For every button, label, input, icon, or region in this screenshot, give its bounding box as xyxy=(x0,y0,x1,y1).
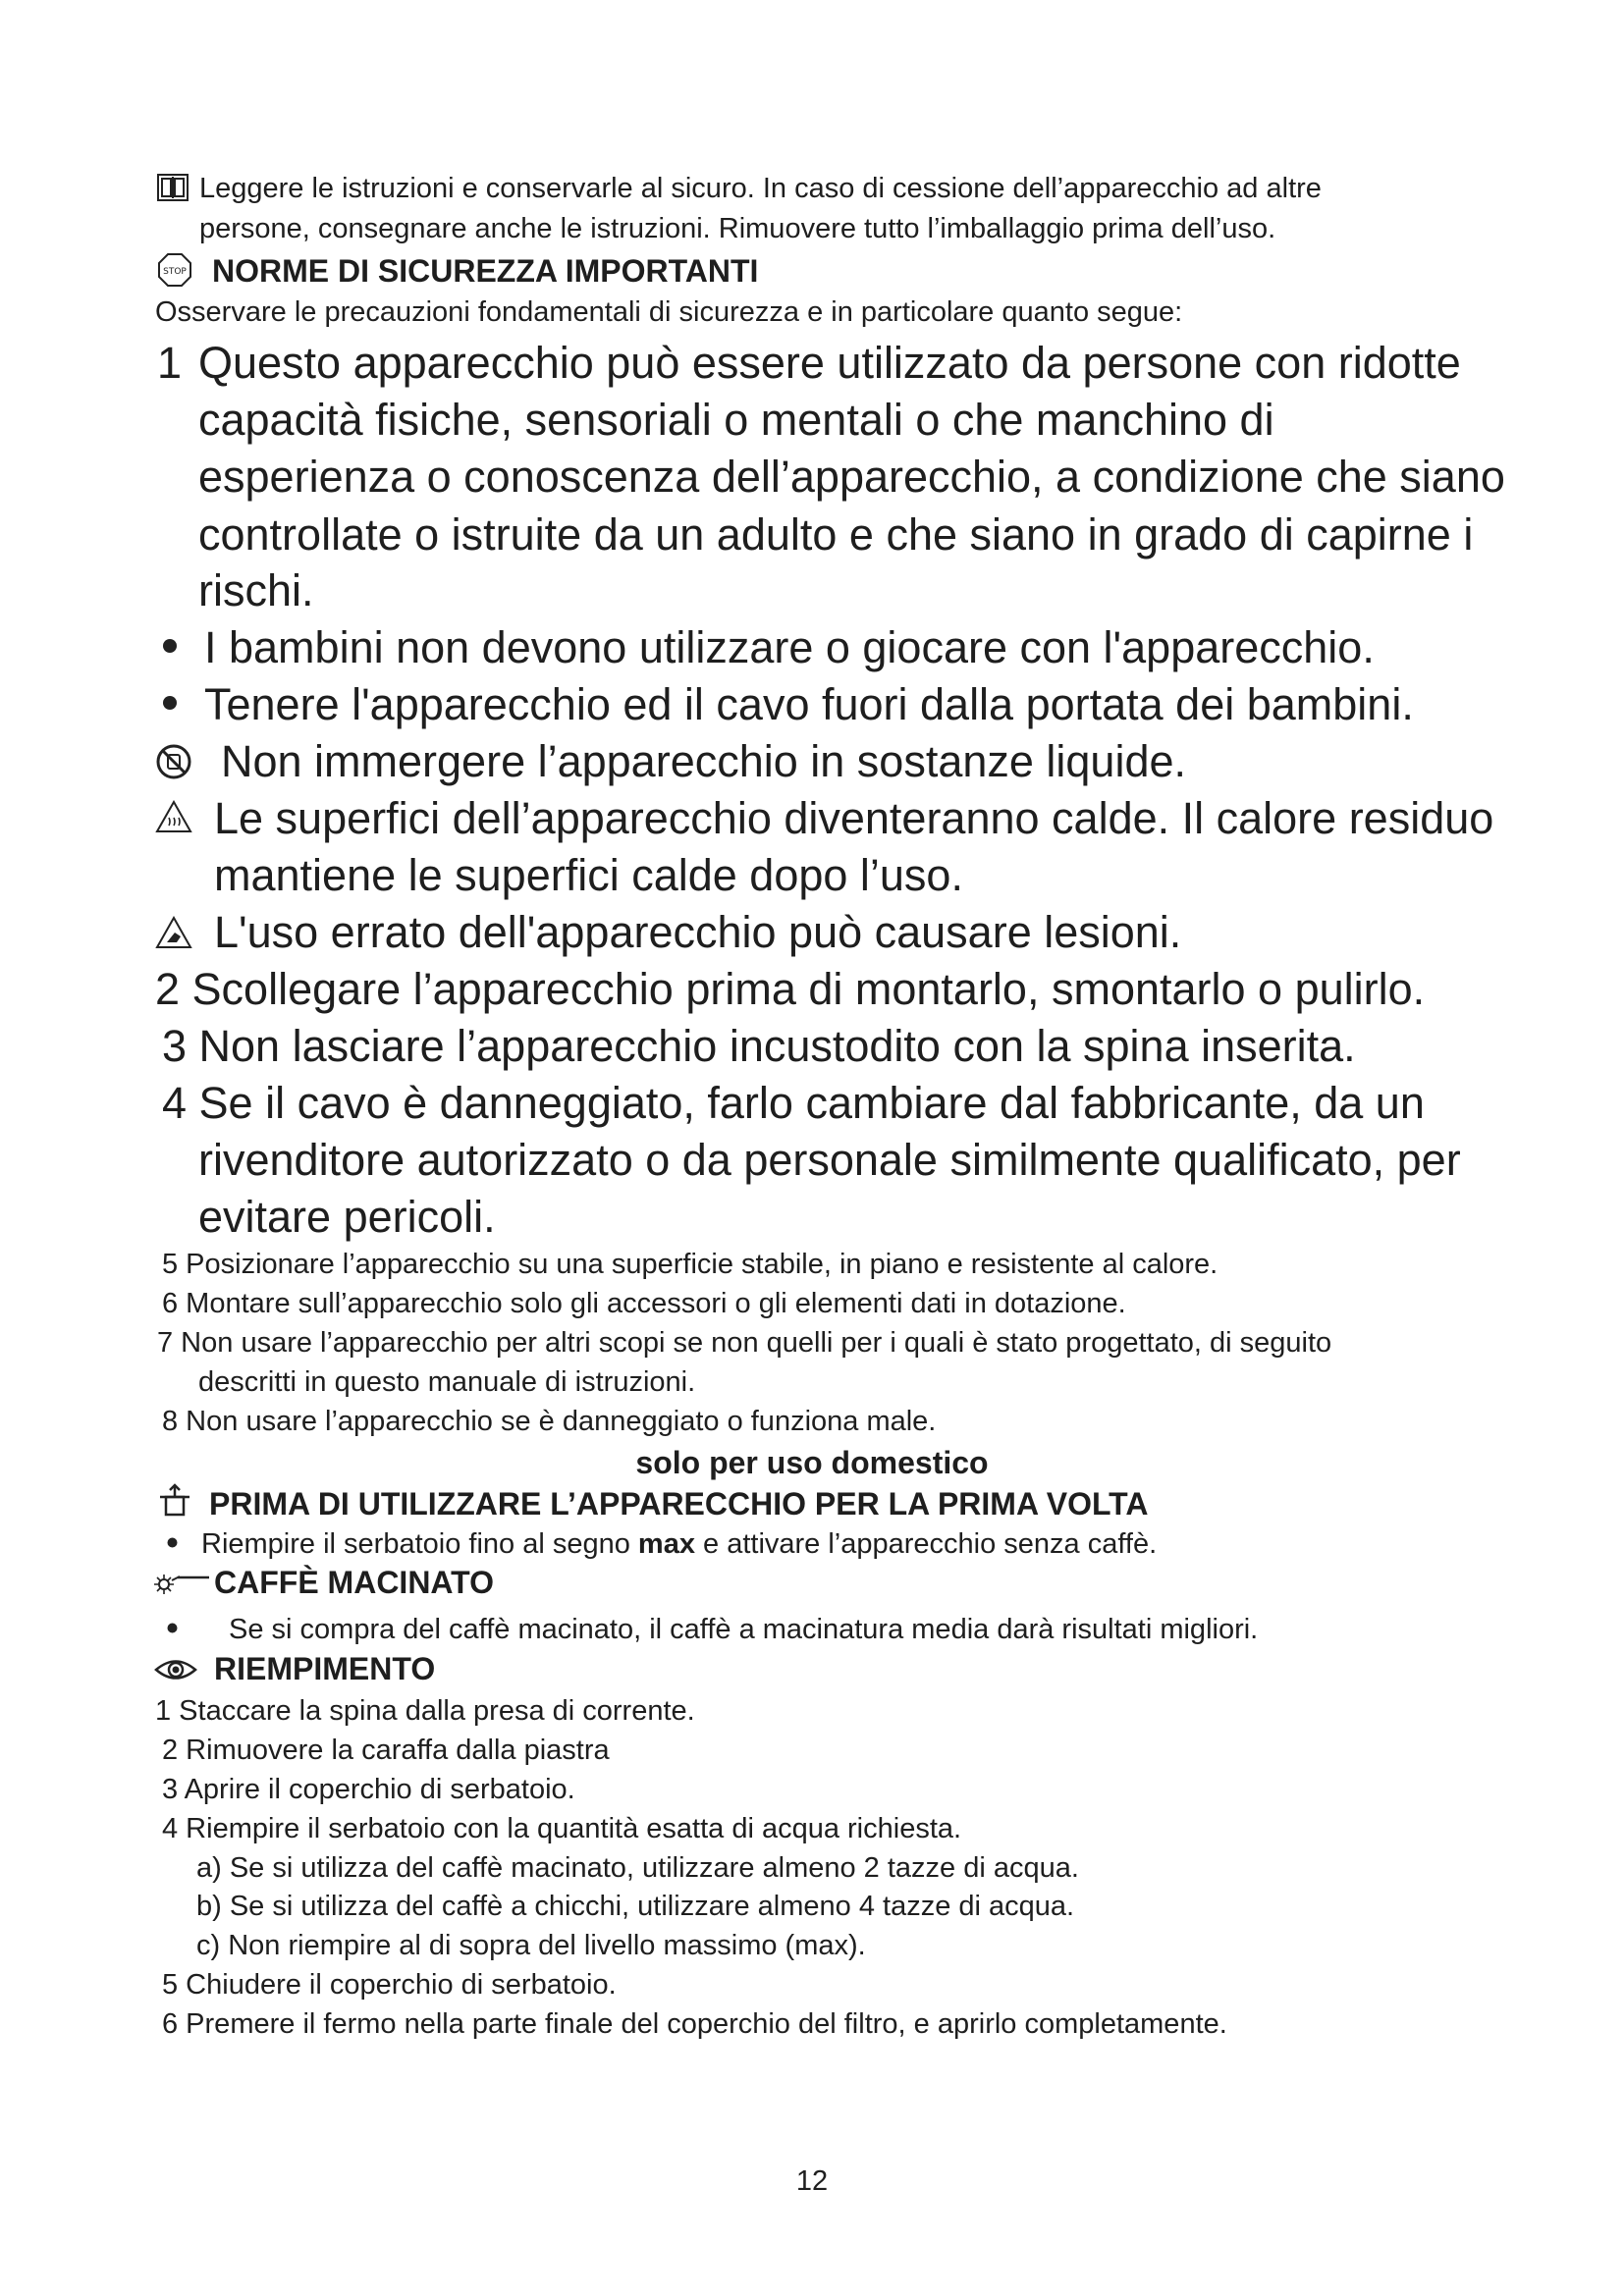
first-use-icon xyxy=(157,1483,192,1519)
bullet-children-use: I bambini non devono utilizzare o giocare con l'apparecchio. xyxy=(204,622,1375,672)
filling-step: 1 Staccare la spina dalla presa di corrente. xyxy=(155,1695,695,1727)
bullet-icon xyxy=(162,638,178,654)
bullet-icon xyxy=(167,1537,178,1548)
first-use-instruction: Riempire il serbatoio fino al segno max e attivare l’apparecchio senza caffè. xyxy=(201,1528,1158,1560)
injury-warning: L'uso errato dell'apparecchio può causare lesioni. xyxy=(214,907,1182,957)
item1-number: 1 xyxy=(157,338,183,388)
filling-step: 6 Premere il fermo nella parte finale del coperchio del filtro, e aprirlo completamente. xyxy=(162,2008,1227,2040)
domestic-use-note: solo per uso domestico xyxy=(635,1445,989,1480)
first-use-heading: PRIMA DI UTILIZZARE L’APPARECCHIO PER LA PRIMA VOLTA xyxy=(209,1486,1149,1522)
hot-surface-line-2: mantiene le superfici calde dopo l’uso. xyxy=(214,850,963,900)
ground-coffee-heading: CAFFÈ MACINATO xyxy=(214,1565,495,1600)
filling-substep: c) Non riempire al di sopra del livello massimo (max). xyxy=(196,1930,866,1961)
stop-icon xyxy=(158,253,191,287)
hot-surface-line-1: Le superfici dell’apparecchio diventeranno calde. Il calore residuo xyxy=(214,793,1494,843)
eye-icon xyxy=(154,1657,197,1682)
safety-lead: Osservare le precauzioni fondamentali di sicurezza e in particolare quanto segue: xyxy=(155,296,1183,328)
bullet-icon xyxy=(167,1623,178,1633)
item1-line-1: Questo apparecchio può essere utilizzato da persone con ridotte xyxy=(198,338,1461,388)
item8: 8 Non usare l’apparecchio se è danneggiato o funziona male. xyxy=(162,1406,937,1437)
filling-substep: b) Se si utilizza del caffè a chicchi, utilizzare almeno 4 tazze di acqua. xyxy=(196,1891,1075,1922)
filling-step: 4 Riempire il serbatoio con la quantità esatta di acqua richiesta. xyxy=(162,1813,962,1844)
filling-heading: RIEMPIMENTO xyxy=(214,1651,436,1686)
no-immerse-warning: Non immergere l’apparecchio in sostanze liquide. xyxy=(221,736,1187,786)
book-icon xyxy=(157,174,189,201)
bullet-icon xyxy=(162,695,178,711)
item1-line-3: esperienza o conoscenza dell’apparecchio, a condizione che siano xyxy=(198,452,1505,502)
filling-step: 3 Aprire il coperchio di serbatoio. xyxy=(162,1774,575,1805)
hot-surface-warning-icon xyxy=(155,800,192,833)
item5: 5 Posizionare l’apparecchio su una superficie stabile, in piano e resistente al calore. xyxy=(162,1249,1218,1280)
item1-line-5: rischi. xyxy=(198,565,314,615)
item7-line-1: 7 Non usare l’apparecchio per altri scopi se non quelli per i quali è stato progettato, di seguito xyxy=(157,1327,1332,1359)
injury-warning-icon xyxy=(155,916,192,949)
safety-heading: NORME DI SICUREZZA IMPORTANTI xyxy=(212,253,759,289)
intro-line-2: persone, consegnare anche le istruzioni. Rimuovere tutto l’imballaggio prima dell’uso. xyxy=(199,213,1276,244)
ground-coffee-icon xyxy=(150,1573,211,1596)
filling-substep: a) Se si utilizza del caffè macinato, utilizzare almeno 2 tazze di acqua. xyxy=(196,1852,1079,1884)
item4-line-3: evitare pericoli. xyxy=(198,1192,496,1242)
item1-line-4: controllate o istruite da un adulto e che siano in grado di capirne i xyxy=(198,509,1474,560)
bullet-children-reach: Tenere l'apparecchio ed il cavo fuori dalla portata dei bambini. xyxy=(204,679,1414,729)
item3: 3 Non lasciare l’apparecchio incustodito con la spina inserita. xyxy=(162,1021,1356,1071)
item4-line-1: 4 Se il cavo è danneggiato, farlo cambiare dal fabbricante, da un xyxy=(162,1078,1425,1128)
item2: 2 Scollegare l’apparecchio prima di montarlo, smontarlo o pulirlo. xyxy=(155,964,1426,1014)
filling-step: 5 Chiudere il coperchio di serbatoio. xyxy=(162,1969,617,2001)
item1-line-2: capacità fisiche, sensoriali o mentali o che manchino di xyxy=(198,395,1274,445)
svg-text:STOP: STOP xyxy=(163,267,187,277)
item4-line-2: rivenditore autorizzato o da personale similmente qualificato, per xyxy=(198,1135,1461,1185)
page-number: 12 xyxy=(795,2165,829,2197)
ground-coffee-tip: Se si compra del caffè macinato, il caffè a macinatura media darà risultati migliori. xyxy=(229,1614,1259,1645)
item6: 6 Montare sull’apparecchio solo gli accessori o gli elementi dati in dotazione. xyxy=(162,1288,1126,1319)
item7-line-2: descritti in questo manuale di istruzioni. xyxy=(198,1366,696,1398)
intro-line-1: Leggere le istruzioni e conservarle al sicuro. In caso di cessione dell’apparecchio ad altre xyxy=(199,173,1322,204)
no-immerse-icon xyxy=(155,743,192,780)
filling-step: 2 Rimuovere la caraffa dalla piastra xyxy=(162,1735,610,1766)
